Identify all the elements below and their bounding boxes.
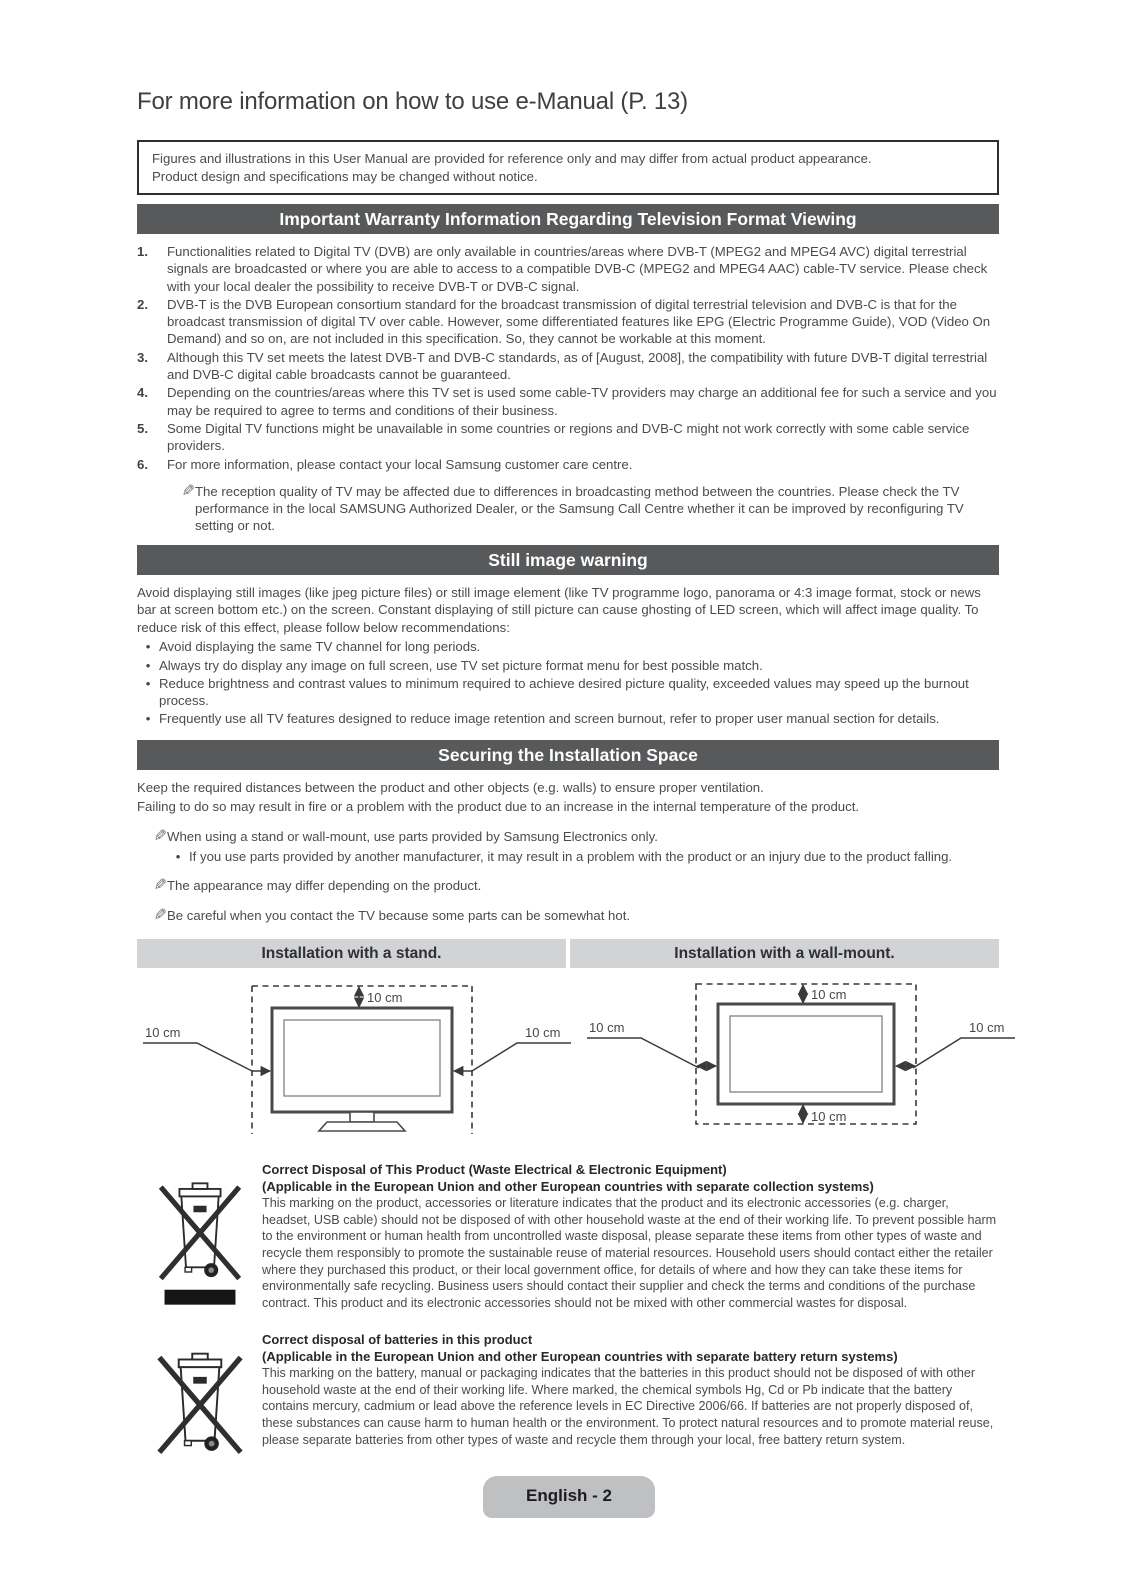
item-number: 2. bbox=[137, 296, 148, 312]
notice-box bbox=[137, 140, 999, 195]
clearance-label: 10 cm bbox=[367, 990, 403, 1006]
bullet-text: If you use parts provided by another manufacturer, it may result in a problem with the product or an injury due to the product falling. bbox=[189, 848, 953, 864]
item-text: Some Digital TV functions might be unavailable in some countries or regions and DVB-C might not work correctly with some cable service providers. bbox=[167, 420, 970, 454]
section-header-still-image: Still image warning bbox=[137, 545, 999, 575]
tv-wallmount-icon bbox=[718, 1004, 894, 1104]
clearance-label: 10 cm bbox=[969, 1020, 1005, 1036]
disposal-product-block bbox=[137, 1162, 999, 1314]
securing-para-1: Keep the required distances between the product and other objects (e.g. walls) to ensure proper ventilation. bbox=[137, 779, 764, 795]
weee-crossed-bin-icon bbox=[137, 1162, 262, 1314]
bullet-text: Always try do display any image on full screen, use TV set picture format menu for best possible match. bbox=[159, 657, 763, 673]
note-row bbox=[165, 483, 999, 535]
disposal-battery-body: This marking on the battery, manual or packaging indicates that the batteries in this product should not be disposed of with other household waste at the end of their working life. Where marked, the chemical symbols Hg, Cd or Pb indicate that the battery contains mercury, cadmium or lead above the reference levels in EC Directive 2006/66. If batteries are not properly disposed of, these substances can cause harm to human health or the environment. To protect natural resources and to promote material reuse, please separate batteries from other types of waste and recycle them through your local, free battery return system. bbox=[262, 1366, 994, 1447]
securing-sub-bullets bbox=[167, 848, 999, 865]
right-clearance-leader bbox=[896, 1038, 1015, 1068]
bullet-item bbox=[137, 657, 999, 674]
bullet-marker: • bbox=[145, 657, 151, 673]
disposal-battery-block bbox=[137, 1332, 999, 1462]
item-text: Functionalities related to Digital TV (DVB) are only available in countries/areas where DVB-T (MPEG2 and MPEG4 AVC) digital terrestrial signals are broadcasted or where you are able to access to a compatible DVB-C (MPEG2 and MPEG4 AAC) cable-TV service. Please check with your local dealer the possibility to receive DVB-T or DVB-C signal. bbox=[167, 244, 988, 294]
item-number: 1. bbox=[137, 244, 148, 259]
clearance-label: 10 cm bbox=[525, 1025, 561, 1041]
page-content bbox=[137, 0, 1005, 1462]
item-text: DVB-T is the DVB European consortium standard for the broadcast transmission of digital terrestrial television and DVB-C is that for the broadcast transmission of digital TV over cable. However, some differentiated features like EPG (Electric Programme Guide), VOD (Video On Demand) and so on, are not included in this specification. So, they cannot be workable at this moment. bbox=[167, 296, 991, 347]
disposal-product-body: This marking on the product, accessories or literature indicates that the product and its electronic accessories (e.g. charger, headset, USB cable) should not be disposed of with other household waste at the end of their working life. To prevent possible harm to the environment or human health from uncontrolled waste disposal, please separate these items from other types of waste and recycle them responsibly to promote the sustainable reuse of material resources. Household users should contact either the retailer where they purchased this product, or their local government office, for details of where and how they can take these items for environmentally safe recycling. Business users should contact their supplier and check the terms and conditions of the purchase contract. This product and its electronic accessories should not be mixed with other commercial wastes for disposal. bbox=[262, 1196, 997, 1310]
stand-diagram bbox=[137, 968, 577, 1144]
note-text: Be careful when you contact the TV because some parts can be somewhat hot. bbox=[167, 908, 631, 924]
item-text: Depending on the countries/areas where this TV set is used some cable-TV providers may charge an additional fee for such a service and you may be required to agree to terms and conditions of their business. bbox=[167, 385, 997, 418]
notice-line-2: Product design and specifications may be changed without notice. bbox=[152, 168, 538, 184]
item-number: 5. bbox=[137, 420, 148, 436]
section-header-warranty: Important Warranty Information Regarding Television Format Viewing bbox=[137, 204, 999, 234]
page-title: For more information on how to use e-Manual (P. 13) bbox=[137, 88, 688, 115]
clearance-label: 10 cm bbox=[589, 1020, 625, 1036]
disposal-product-title: Correct Disposal of This Product (Waste Electrical & Electronic Equipment) bbox=[262, 1162, 727, 1178]
still-image-bullets bbox=[137, 638, 999, 727]
bullet-item bbox=[137, 675, 999, 710]
note-row bbox=[137, 828, 999, 846]
clearance-label: 10 cm bbox=[145, 1025, 181, 1041]
note-text: When using a stand or wall-mount, use parts provided by Samsung Electronics only. bbox=[167, 828, 658, 844]
installation-subheaders bbox=[137, 939, 999, 968]
securing-para-2: Failing to do so may result in fire or a problem with the product due to an increase in the internal temperature of the product. bbox=[137, 799, 860, 815]
note-text: The reception quality of TV may be affected due to differences in broadcasting method between the countries. Please check the TV performance in the local SAMSUNG Authorized Dealer, or the Samsung Call Centre whether it can be improved by reconfiguring TV setting or not. bbox=[195, 483, 964, 534]
item-text: Although this TV set meets the latest DVB-T and DVB-C standards, as of [August, 2008], the compatibility with future DVB-T digital terrestrial and DVB-C digital cable broadcasts cannot be guaranteed. bbox=[167, 349, 988, 383]
list-item bbox=[137, 296, 999, 348]
bullet-marker: • bbox=[145, 639, 151, 655]
tv-stand-clearance-diagram bbox=[137, 974, 577, 1144]
bullet-marker: • bbox=[145, 675, 151, 691]
clearance-label: 10 cm bbox=[811, 987, 847, 1003]
disposal-product-subtitle: (Applicable in the European Union and other European countries with separate collection systems) bbox=[262, 1178, 874, 1194]
stand-header: Installation with a stand. bbox=[137, 939, 566, 968]
item-number: 3. bbox=[137, 349, 148, 365]
wallmount-diagram bbox=[581, 968, 1021, 1144]
disposal-battery-subtitle: (Applicable in the European Union and other European countries with separate battery return systems) bbox=[262, 1348, 898, 1364]
left-clearance-leader bbox=[143, 1043, 270, 1071]
warranty-list bbox=[137, 243, 999, 473]
list-item bbox=[137, 349, 999, 384]
section-header-securing: Securing the Installation Space bbox=[137, 740, 999, 770]
note-row bbox=[137, 877, 999, 895]
bullet-item bbox=[137, 638, 999, 655]
list-item bbox=[137, 243, 999, 295]
note-row bbox=[137, 907, 999, 925]
tv-wallmount-clearance-diagram bbox=[581, 974, 1021, 1144]
clearance-label: 10 cm bbox=[811, 1109, 847, 1125]
note-pencil-icon: ✎ bbox=[153, 827, 167, 845]
bullet-text: Avoid displaying the same TV channel for long periods. bbox=[159, 639, 481, 655]
list-item bbox=[137, 384, 999, 419]
note-pencil-icon: ✎ bbox=[153, 877, 167, 895]
notice-line-1: Figures and illustrations in this User Manual are provided for reference only and may differ from actual product appearance. bbox=[152, 151, 872, 166]
disposal-product-text bbox=[262, 1162, 999, 1314]
list-item bbox=[137, 456, 999, 473]
still-image-intro: Avoid displaying still images (like jpeg picture files) or still image element (like TV programme logo, panorama or 4:3 image format, stock or news bar at screen bottom etc.) on the screen. Constant displaying of still picture can cause ghosting of LED screen, which will affect image quality. To reduce risk of this effect, please follow below recommendations: bbox=[137, 584, 981, 635]
list-item bbox=[137, 420, 999, 455]
note-text: The appearance may differ depending on the product. bbox=[167, 878, 482, 894]
bullet-text: Reduce brightness and contrast values to minimum required to achieve desired picture quality, exceeded values may speed up the burnout process. bbox=[159, 675, 969, 709]
bullet-item bbox=[167, 848, 999, 865]
bullet-marker: • bbox=[175, 848, 181, 864]
bullet-text: Frequently use all TV features designed to reduce image retention and screen burnout, refer to proper user manual section for details. bbox=[159, 711, 940, 727]
bullet-item bbox=[137, 710, 999, 727]
note-pencil-icon: ✎ bbox=[181, 482, 195, 500]
installation-diagrams bbox=[137, 968, 1005, 1144]
item-number: 4. bbox=[137, 385, 148, 401]
bullet-marker: • bbox=[145, 711, 151, 727]
right-clearance-leader bbox=[454, 1043, 571, 1071]
tv-with-stand-icon bbox=[272, 1008, 452, 1131]
note-pencil-icon: ✎ bbox=[153, 907, 167, 925]
item-text: For more information, please contact your local Samsung customer care centre. bbox=[167, 456, 633, 472]
wallmount-header: Installation with a wall-mount. bbox=[570, 939, 999, 968]
footer-page-tab: English - 2 bbox=[483, 1476, 655, 1518]
disposal-battery-text bbox=[262, 1332, 999, 1462]
battery-crossed-bin-icon bbox=[137, 1332, 262, 1462]
item-number: 6. bbox=[137, 456, 148, 472]
disposal-battery-title: Correct disposal of batteries in this product bbox=[262, 1332, 533, 1348]
